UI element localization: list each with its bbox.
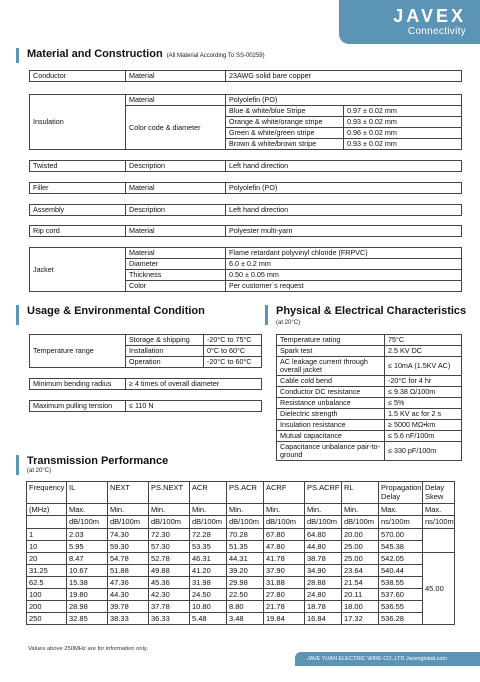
cell: Left hand direction <box>226 161 462 172</box>
cell: Per customer`s request <box>226 281 462 292</box>
transmission-note: Values above 250MHz are for information only. <box>28 646 148 652</box>
cell <box>423 529 455 553</box>
section-accent-bar <box>265 305 268 325</box>
cell: Color code & diameter <box>126 106 226 150</box>
cell: ns/100m <box>423 516 455 529</box>
cell: Cable cold bend <box>277 376 385 387</box>
assembly-table <box>29 204 462 216</box>
cell: 19.84 <box>264 613 305 625</box>
cell: Installation <box>126 346 204 357</box>
cell: Conductor DC resistance <box>277 387 385 398</box>
material-title: Material and Construction <box>27 48 163 60</box>
cell: PS.NEXT <box>149 482 190 504</box>
cell: Blue & white/blue Stripe <box>226 106 344 117</box>
cell: 44.30 <box>108 589 149 601</box>
cell: ≥ 5000 MΩ•km <box>385 420 462 431</box>
cell: 28.88 <box>305 577 342 589</box>
brand-tagline: Connectivity <box>407 26 466 37</box>
cell: Material <box>126 248 226 259</box>
table-unit-row <box>27 516 455 529</box>
cell: 41.78 <box>264 553 305 565</box>
table-row <box>27 601 455 613</box>
temperature-table <box>29 334 262 368</box>
cell: 10.80 <box>190 601 227 613</box>
cell: Brown & white/brown stripe <box>226 139 344 150</box>
brand-name: JAVEX <box>393 6 466 26</box>
cell: Operation <box>126 357 204 368</box>
cell: Max. <box>379 504 423 516</box>
cell: Material <box>126 95 226 106</box>
transmission-subtitle: (at 20°C) <box>27 468 52 474</box>
cell: ACRF <box>264 482 305 504</box>
bending-table <box>29 378 262 390</box>
cell: Resistance unbalance <box>277 398 385 409</box>
cell: 64.80 <box>305 529 342 541</box>
cell: 29.98 <box>227 577 264 589</box>
cell: 16.84 <box>305 613 342 625</box>
cell: 31.98 <box>190 577 227 589</box>
table-row <box>27 541 455 553</box>
cell: 36.33 <box>149 613 190 625</box>
cell: ns/100m <box>379 516 423 529</box>
cell: 38.33 <box>108 613 149 625</box>
cell: 53.35 <box>190 541 227 553</box>
ripcord-table <box>29 225 462 237</box>
cell: 32.85 <box>67 613 108 625</box>
cell: 44.31 <box>227 553 264 565</box>
cell: 22.50 <box>227 589 264 601</box>
cell <box>27 516 67 529</box>
conductor-table <box>29 70 462 82</box>
cell: 20 <box>27 553 67 565</box>
cell: 0.50 ± 0.05 mm <box>226 270 462 281</box>
cell: 25.00 <box>342 541 379 553</box>
cell: 52.78 <box>149 553 190 565</box>
cell: 44.80 <box>305 541 342 553</box>
cell: dB/100m <box>342 516 379 529</box>
cell: 0.93 ± 0.02 mm <box>344 139 462 150</box>
cell: Propagation Delay <box>379 482 423 504</box>
cell: Min. <box>305 504 342 516</box>
cell: Flame retardant polyvinyl chloride (FRPVC) <box>226 248 462 259</box>
cell: Max. <box>423 504 455 516</box>
transmission-section-title <box>16 455 168 467</box>
cell: Material <box>126 183 226 194</box>
cell: 31.88 <box>264 577 305 589</box>
cell: Twisted <box>30 161 126 172</box>
physical-section-title <box>265 305 466 317</box>
cell: 67.80 <box>264 529 305 541</box>
table-row <box>27 589 455 601</box>
usage-section-title <box>16 305 205 317</box>
physical-subtitle: (at 20°C) <box>276 320 301 326</box>
cell: 46.31 <box>190 553 227 565</box>
cell: 540.44 <box>379 565 423 577</box>
table-row <box>27 529 455 541</box>
section-accent-bar <box>16 455 19 475</box>
cell: Assembly <box>30 205 126 216</box>
cell: 10.67 <box>67 565 108 577</box>
cell: 38.78 <box>305 553 342 565</box>
cell: 21.54 <box>342 577 379 589</box>
cell: 31.25 <box>27 565 67 577</box>
cell: 5.95 <box>67 541 108 553</box>
cell: AC leakage current through overall jacket <box>277 357 385 376</box>
cell: Polyester multi-yarn <box>226 226 462 237</box>
cell: Diameter <box>126 259 226 270</box>
cell: 0.93 ± 0.02 mm <box>344 117 462 128</box>
cell: 21.78 <box>264 601 305 613</box>
cell: Filler <box>30 183 126 194</box>
cell: 536.28 <box>379 613 423 625</box>
cell: -20°C to 75°C <box>204 335 262 346</box>
cell: Green & white/green stripe <box>226 128 344 139</box>
cell: Min. <box>149 504 190 516</box>
pulling-table <box>29 400 262 412</box>
cell: NEXT <box>108 482 149 504</box>
cell: dB/100m <box>227 516 264 529</box>
cell: 0°C to 60°C <box>204 346 262 357</box>
cell: 0.96 ± 0.02 mm <box>344 128 462 139</box>
cell: 70.28 <box>227 529 264 541</box>
cell: dB/100m <box>305 516 342 529</box>
cell: Temperature range <box>30 335 126 368</box>
cell: ≤ 10mA (1.5KV AC) <box>385 357 462 376</box>
cell: 51.35 <box>227 541 264 553</box>
cell: Storage & shipping <box>126 335 204 346</box>
cell: ≤ 5% <box>385 398 462 409</box>
cell: 100 <box>27 589 67 601</box>
cell: 74.30 <box>108 529 149 541</box>
cell: -20°C for 4 hr <box>385 376 462 387</box>
transmission-title: Transmission Performance <box>27 455 169 467</box>
cell: 18.78 <box>305 601 342 613</box>
cell: dB/100m <box>190 516 227 529</box>
cell: 6.0 ± 0.2 mm <box>226 259 462 270</box>
cell: 8.47 <box>67 553 108 565</box>
cell: dB/100m <box>108 516 149 529</box>
section-accent-bar <box>16 305 19 325</box>
cell: 49.88 <box>149 565 190 577</box>
table-row <box>27 553 455 565</box>
cell: PS.ACRF <box>305 482 342 504</box>
cell: 41.20 <box>190 565 227 577</box>
cell: Jacket <box>30 248 126 292</box>
cell: 45.36 <box>149 577 190 589</box>
cell: -20°C to 60°C <box>204 357 262 368</box>
cell: Min. <box>108 504 149 516</box>
cell: 542.05 <box>379 553 423 565</box>
table-header-row <box>27 482 455 504</box>
twisted-table <box>29 160 462 172</box>
cell: Polyolefin (PO) <box>226 183 462 194</box>
cell: 27.80 <box>264 589 305 601</box>
cell: Description <box>126 205 226 216</box>
cell: 34.90 <box>305 565 342 577</box>
cell: 1.5 KV ac for 2 s <box>385 409 462 420</box>
cell: 8.80 <box>227 601 264 613</box>
cell: 37.90 <box>264 565 305 577</box>
cell: 17.32 <box>342 613 379 625</box>
cell: Temperature rating <box>277 335 385 346</box>
cell: Rip cord <box>30 226 126 237</box>
cell: PS.ACR <box>227 482 264 504</box>
cell: Orange & white/orange stripe <box>226 117 344 128</box>
cell: Max. <box>67 504 108 516</box>
cell: 23.64 <box>342 565 379 577</box>
cell: Mutual capacitance <box>277 431 385 442</box>
cell: Maximum pulling tension <box>30 401 126 412</box>
cell: Minimum bending radius <box>30 379 126 390</box>
cell: Description <box>126 161 226 172</box>
cell: 545.38 <box>379 541 423 553</box>
cell: Min. <box>264 504 305 516</box>
cell: (MHz) <box>27 504 67 516</box>
cell: 23AWG solid bare copper <box>226 71 462 82</box>
cell: Color <box>126 281 226 292</box>
insulation-table <box>29 94 462 150</box>
table-row <box>27 613 455 625</box>
cell: 0.97 ± 0.02 mm <box>344 106 462 117</box>
cell: Min. <box>342 504 379 516</box>
cell: RL <box>342 482 379 504</box>
material-section-title <box>16 48 265 60</box>
cell: ACR <box>190 482 227 504</box>
filler-table <box>29 182 462 194</box>
cell: 47.36 <box>108 577 149 589</box>
jacket-table <box>29 247 462 292</box>
cell: 45.00 <box>423 553 455 625</box>
cell: ≥ 4 times of overall diameter <box>126 379 262 390</box>
cell: 39.78 <box>108 601 149 613</box>
cell: 47.80 <box>264 541 305 553</box>
cell: Spark test <box>277 346 385 357</box>
cell: Delay Skew <box>423 482 455 504</box>
usage-title: Usage & Environmental Condition <box>27 305 205 317</box>
cell: 3.48 <box>227 613 264 625</box>
cell: 19.80 <box>67 589 108 601</box>
table-row <box>27 577 455 589</box>
cell: dB/100m <box>149 516 190 529</box>
cell: 538.55 <box>379 577 423 589</box>
cell: 1 <box>27 529 67 541</box>
cell: Material <box>126 226 226 237</box>
cell: Material <box>126 71 226 82</box>
cell: 72.28 <box>190 529 227 541</box>
cell: 2.03 <box>67 529 108 541</box>
cell: Left hand direction <box>226 205 462 216</box>
cell: Capacitance unbalance pair-to-ground <box>277 442 385 461</box>
cell: 39.20 <box>227 565 264 577</box>
transmission-table <box>26 481 455 625</box>
cell: 72.30 <box>149 529 190 541</box>
cell: 24.50 <box>190 589 227 601</box>
cell: 15.38 <box>67 577 108 589</box>
cell: 54.78 <box>108 553 149 565</box>
cell: Frequency <box>27 482 67 504</box>
cell: 20.00 <box>342 529 379 541</box>
cell: 62.5 <box>27 577 67 589</box>
cell: 24.80 <box>305 589 342 601</box>
cell: 200 <box>27 601 67 613</box>
cell: Dielectric strength <box>277 409 385 420</box>
cell: Min. <box>227 504 264 516</box>
cell: 42.30 <box>149 589 190 601</box>
section-accent-bar <box>16 48 19 63</box>
cell: 250 <box>27 613 67 625</box>
physical-table <box>276 334 462 461</box>
cell: 10 <box>27 541 67 553</box>
material-subtitle: (All Material According To SS-00259) <box>166 53 265 59</box>
cell: 537.60 <box>379 589 423 601</box>
cell: Insulation <box>30 95 126 150</box>
cell: ≤ 5.6 nF/100m <box>385 431 462 442</box>
table-row <box>27 565 455 577</box>
cell: dB/100m <box>264 516 305 529</box>
cell: 28.98 <box>67 601 108 613</box>
table-limit-row <box>27 504 455 516</box>
cell: ≤ 110 N <box>126 401 262 412</box>
physical-title: Physical & Electrical Characteristics <box>276 305 467 317</box>
cell: Insulation resistance <box>277 420 385 431</box>
cell: ≤ 330 pF/100m <box>385 442 462 461</box>
cell: Conductor <box>30 71 126 82</box>
cell: 51.88 <box>108 565 149 577</box>
cell: 2.5 KV DC <box>385 346 462 357</box>
cell: 18.00 <box>342 601 379 613</box>
cell: 75°C <box>385 335 462 346</box>
cell: dB/100m <box>67 516 108 529</box>
cell: 536.55 <box>379 601 423 613</box>
cell: 570.00 <box>379 529 423 541</box>
cell: 20.11 <box>342 589 379 601</box>
brand-logo <box>339 0 480 44</box>
cell: 5.48 <box>190 613 227 625</box>
cell: 25.00 <box>342 553 379 565</box>
page-footer: JAVE YUAN ELECTRIC WIRE CO.,LTD Javexglobal.com <box>295 652 480 666</box>
cell: Min. <box>190 504 227 516</box>
cell: 37.78 <box>149 601 190 613</box>
cell: 59.30 <box>108 541 149 553</box>
cell: Thickness <box>126 270 226 281</box>
cell: 57.30 <box>149 541 190 553</box>
cell: Polyolefin (PO) <box>226 95 462 106</box>
cell: ≤ 9.38 Ω/100m <box>385 387 462 398</box>
cell: IL <box>67 482 108 504</box>
